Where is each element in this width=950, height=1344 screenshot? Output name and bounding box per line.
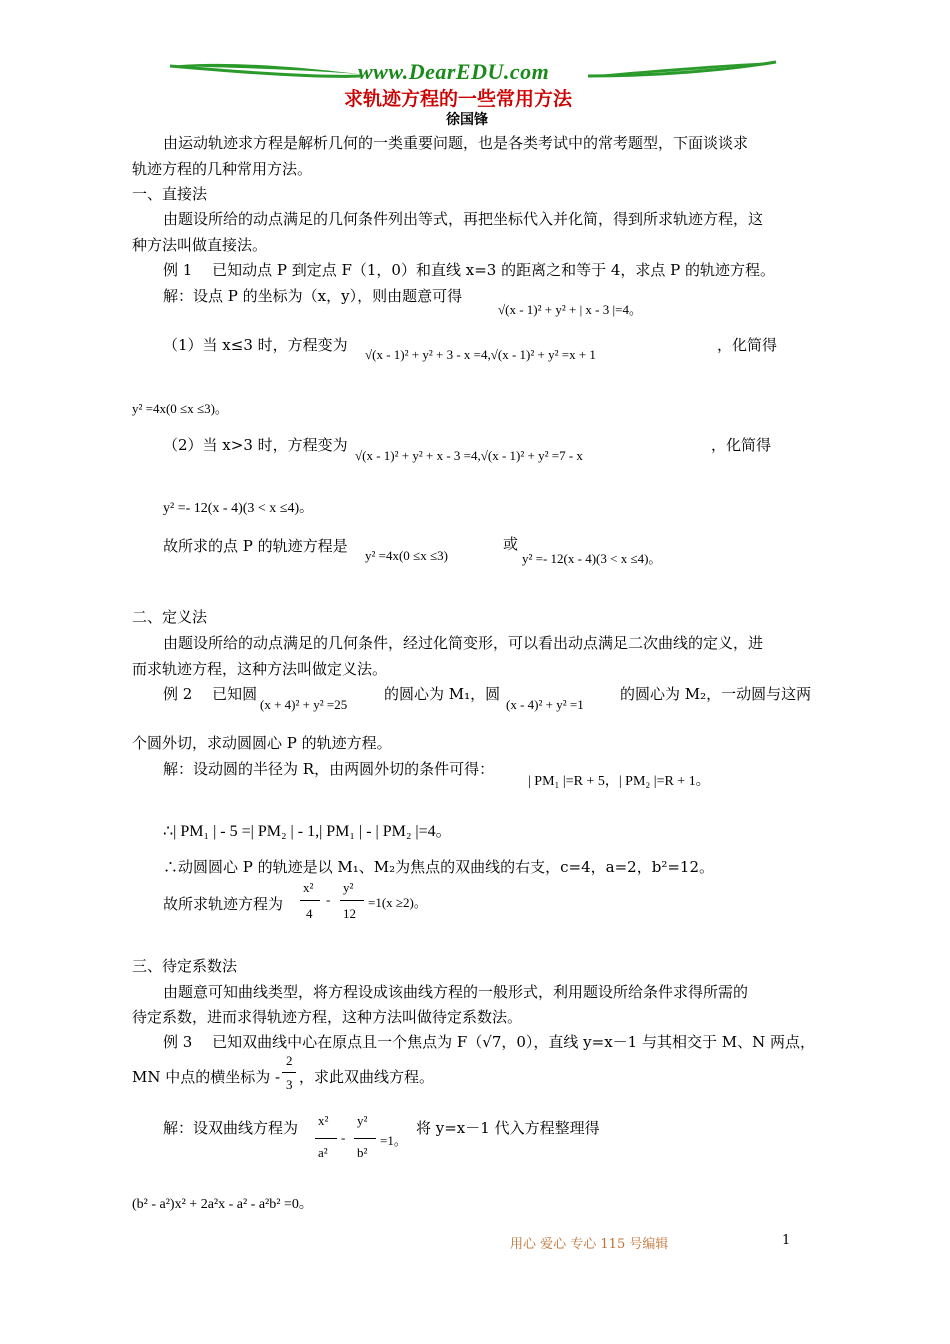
- conclusion-2-den-2: 12: [343, 906, 356, 921]
- author-name: 徐国锋: [446, 112, 488, 128]
- section1-desc-1: 由题设所给的动点满足的几何条件列出等式，再把坐标代入并化简，得到所求轨迹方程，这: [163, 210, 764, 228]
- example-2-solution-lead: 解：设动圆的半径为 R，由两圆外切的条件可得：: [163, 760, 495, 778]
- section2-desc-2: 而求轨迹方程，这种方法叫做定义法。: [132, 660, 388, 678]
- conclusion-2-lead: 故所求轨迹方程为: [163, 895, 284, 913]
- intro-line-2: 轨迹方程的几种常用方法。: [132, 160, 313, 178]
- footer-credit: 用心 爱心 专心 115 号编辑: [510, 1237, 669, 1252]
- example-3-line-2-lead: MN 中点的横坐标为 -: [132, 1068, 281, 1086]
- example-3-solution-tail: 将 y=x－1 代入方程整理得: [416, 1119, 600, 1137]
- conclusion-1-or: 或: [503, 535, 519, 553]
- example-1-solution-lead: 解：设点 P 的坐标为（x，y），则由题意可得: [163, 287, 463, 305]
- conclusion-1-lead: 故所求的点 P 的轨迹方程是: [163, 537, 348, 555]
- fraction-bar: [354, 1138, 376, 1139]
- example-3-frac-num: 2: [286, 1053, 293, 1068]
- example-3-minus: -: [341, 1130, 346, 1145]
- fraction-bar: [282, 1072, 296, 1073]
- example-3-line-1: 例 3 已知双曲线中心在原点且一个焦点为 F（√7，0），直线 y=x－1 与其相交于 M、N 两点，: [163, 1033, 816, 1051]
- example-3-num-2: y²: [357, 1113, 368, 1128]
- example-3-num-1: x²: [318, 1113, 329, 1128]
- case-2-equation: √(x - 1)² + y² + x - 3 =4,√(x - 1)² + y² =7 - x: [355, 448, 583, 463]
- fraction-bar: [340, 900, 364, 901]
- conclusion-2-minus: -: [326, 892, 331, 907]
- case-1-tail: ，化简得: [717, 336, 778, 354]
- section2-desc-1: 由题设所给的动点满足的几何条件，经过化简变形，可以看出动点满足二次曲线的定义，进: [163, 634, 764, 652]
- example-2-therefore: ∴| PM₁ | - 5 =| PM₂ | - 1,| PM₁ | - | PM₂ |=4。: [163, 823, 452, 840]
- equation-1: √(x - 1)² + y² + | x - 3 |=4。: [498, 302, 642, 317]
- case-2-tail: ，化简得: [711, 436, 772, 454]
- example-3-final-equation: (b² - a²)x² + 2a²x - a² - a²b² =0。: [132, 1197, 313, 1212]
- example-1: 例 1 已知动点 P 到定点 F（1，0）和直线 x=3 的距离之和等于 4，求点 P 的轨迹方程。: [163, 261, 776, 279]
- section1-desc-2: 种方法叫做直接法。: [132, 236, 268, 254]
- example-3-den-1: a²: [318, 1145, 328, 1160]
- example-2-line-2: 个圆外切，求动圆圆心 P 的轨迹方程。: [132, 734, 392, 752]
- example-3-solution-lead: 解：设双曲线方程为: [163, 1119, 299, 1137]
- site-logo: www.DearEDU.com: [358, 59, 550, 84]
- case-1-result: y² =4x(0 ≤x ≤3)。: [132, 401, 228, 416]
- page-number: 1: [782, 1233, 791, 1248]
- intro-line-1: 由运动轨迹求方程是解析几何的一类重要问题，也是各类考试中的常考题型，下面谈谈求: [163, 134, 749, 152]
- conclusion-1-eq-b: y² =- 12(x - 4)(3 < x ≤4)。: [522, 551, 662, 566]
- example-2-locus: ∴动圆圆心 P 的轨迹是以 M₁、M₂为焦点的双曲线的右支，c=4，a=2，b²=12。: [163, 858, 714, 876]
- fraction-bar: [315, 1138, 337, 1139]
- conclusion-2-num-2: y²: [343, 880, 354, 895]
- example-3-den-2: b²: [357, 1145, 368, 1160]
- section-heading-undetermined-coefficients: 三、待定系数法: [132, 957, 238, 975]
- section-heading-direct: 一、直接法: [132, 185, 208, 203]
- case-2-result: y² =- 12(x - 4)(3 < x ≤4)。: [163, 501, 314, 516]
- conclusion-2-den-1: 4: [306, 906, 313, 921]
- fraction-bar: [300, 900, 320, 901]
- example-2-circle-1: (x + 4)² + y² =25: [260, 697, 348, 712]
- section-heading-definition: 二、定义法: [132, 608, 208, 626]
- section3-desc-2: 待定系数，进而求得轨迹方程，这种方法叫做待定系数法。: [132, 1008, 523, 1026]
- case-2-lead: （2）当 x>3 时，方程变为: [163, 436, 348, 454]
- example-3-frac-den: 3: [286, 1077, 293, 1092]
- example-2-circle-2: (x - 4)² + y² =1: [506, 697, 584, 712]
- case-1-equation: √(x - 1)² + y² + 3 - x =4,√(x - 1)² + y² =x + 1: [365, 347, 596, 362]
- example-3-line-2-tail: ，求此双曲线方程。: [299, 1068, 435, 1086]
- section3-desc-1: 由题意可知曲线类型，将方程设成该曲线方程的一般形式，利用题设所给条件求得所需的: [163, 983, 749, 1001]
- example-2-condition: | PM₁ |=R + 5，| PM₂ |=R + 1。: [528, 774, 710, 789]
- example-2-lead: 例 2 已知圆: [163, 685, 258, 703]
- conclusion-1-eq-a: y² =4x(0 ≤x ≤3): [365, 548, 448, 563]
- case-1-lead: （1）当 x≤3 时，方程变为: [163, 336, 348, 354]
- conclusion-2-num-1: x²: [303, 880, 314, 895]
- conclusion-2-tail: =1(x ≥2)。: [368, 895, 427, 910]
- example-3-eq-tail: =1。: [380, 1133, 407, 1148]
- example-2-tail: 的圆心为 M₂，一动圆与这两: [620, 685, 812, 703]
- example-2-mid: 的圆心为 M₁，圆: [384, 685, 501, 703]
- page-title: 求轨迹方程的一些常用方法: [344, 88, 573, 110]
